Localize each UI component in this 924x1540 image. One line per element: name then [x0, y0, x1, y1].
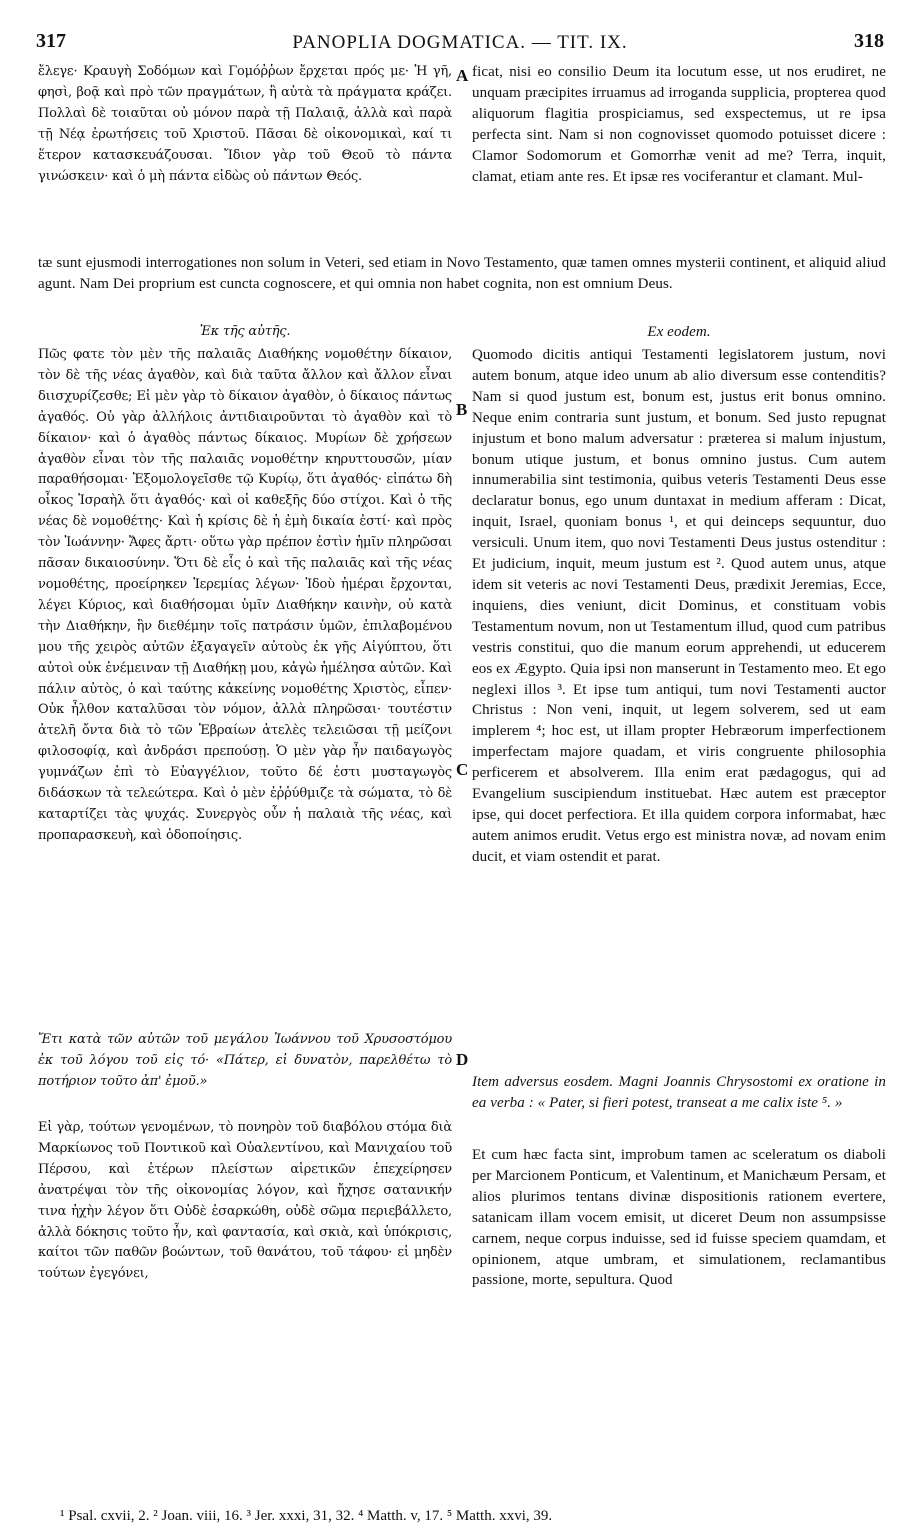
margin-marker-b: B [456, 400, 468, 419]
running-head [36, 30, 884, 60]
greek-section-2-text: Εἰ γὰρ, τούτων γενομένων, τὸ πονηρὸν τοῦ διαβόλου στόμα διὰ Μαρκίωνος τοῦ Ποντικοῦ καὶ Οὐαλεντίνου, καὶ Μανιχαίου τοῦ Πέρσου, καὶ ἑτέρων πλείστων αἱρετικῶν ἐπεχείρησεν ἀνατρέψαι τὸν τῆς οἰκονομίας λόγον, καὶ ἤχησε σατανικήν τινα ἠχὴν λέγον ὅτι Οὐδὲ ἐσαρκώθη, οὐδὲ σῶμα περιεβάλλετο, ἀλλὰ δόκησις τοῦτο ἦν, καὶ φαντασία, καὶ σκιὰ, καὶ ὑπόκρισις, καίτοι τῶν παθῶν βοώντων, τοῦ θανάτου, τοῦ τάφου· εἰ μηδὲν τούτων ἐγεγόνει, [38, 1120, 452, 1282]
greek-heading-2: Ἔτι κατὰ τῶν αὐτῶν τοῦ μεγάλου Ἰωάννου τοῦ Χρυσοστόμου ἐκ τοῦ λόγου τοῦ εἰς τό· «Πάτερ, εἰ δυνατὸν, παρελθέτω τὸ ποτήριον τοῦτο ἀπ' ἐμοῦ.» [38, 1032, 452, 1089]
latin-top-text: ficat, nisi eo consilio Deum ita locutum esse, ut nos erudiret, ne unquam præcipites irruamus ad irroganda supplicia, propterea quod aliquorum flagitia prospiciamus, sed exspectemus, ut re ipsa perfecta sint. Nam si non cognovisset quomodo potuisset dicere : Clamor Sodomorum et Gomorrhæ venit ad me? Terra, inquit, clamat, etiam ante res. Et ipsæ res vociferantur et clamant. Mul- [472, 64, 886, 185]
latin-heading-1: Ex eodem. [647, 324, 711, 340]
greek-heading-1: Ἐκ τῆς αὐτῆς. [199, 324, 291, 339]
margin-marker-d: D [456, 1050, 469, 1069]
footnotes: ¹ Psal. cxvii, 2. ² Joan. viii, 16. ³ Jer. xxxi, 31, 32. ⁴ Matth. v, 17. ⁵ Matth. xxvi, 39. [60, 1508, 553, 1524]
greek-section-1-text: Πῶς φατε τὸν μὲν τῆς παλαιᾶς Διαθήκης νομοθέτην δίκαιον, τὸν δὲ τῆς νέας ἀγαθὸν, καὶ διὰ ταῦτα ἄλλον καὶ ἄλλον εἶναι διισχυρίζεσθε; Εἰ μὲν γὰρ τὸ δίκαιον ἀγαθὸν, ὁ δίκαιος πάντως ἀγαθός. Οὐ γὰρ ἀλλήλοις ἀντιδιαιροῦνται τὸ ἀγαθὸν καὶ τὸ δίκαιον· καὶ ὁ ἀγαθὸς πάντως δίκαιος. Μυρίων δὲ χρήσεων ἀγαθὸν εἶναι τὸν τῆς παλαιᾶς νομοθέτην κηρυττουσῶν, μίαν παραθήσομαι· Ἐξομολογεῖσθε τῷ Κυρίῳ, ὅτι ἀγαθός· εἰπάτω δὴ οἶκος Ἰσραὴλ ὅτι ἀγαθός· καὶ οἱ καθεξῆς δύο στίχοι. Καὶ ὁ τῆς νέας δὲ νομοθέτης· Καὶ ἡ κρίσις δὲ ἡ ἐμὴ δικαία ἐστί· καὶ πρὸς τὸν Ἰωάννην· Ἄφες ἄρτι· οὕτω γὰρ πρέπον ἐστὶν ἡμῖν πληρῶσαι πᾶσαν δικαιοσύνην. Ὅτι δὲ εἷς ὁ καὶ τῆς παλαιᾶς καὶ τῆς νέας νομοθέτης, προείρηκεν Ἱερεμίας λέγων· Ἰδοὺ ἡμέραι ἔρχονται, λέγει Κύριος, καὶ διαθήσομαι ὑμῖν Διαθήκην καινὴν, οὐ κατὰ τὴν Διαθήκην, ἣν διεθέμην τοῖς πατράσιν ὑμῶν, ἐπιλαβομένου μου τῆς χειρὸς αὐτῶν ἐξαγαγεῖν αὐτοὺς ἐκ γῆς Αἰγύπτου, ὅτι αὐτοὶ οὐκ ἐνέμειναν τῇ Διαθήκῃ μου, κἀγὼ ἠμέλησα αὐτῶν. Καὶ πάλιν αὐτὸς, ὁ καὶ ταύτης κἀκείνης νομοθέτης Χριστὸς, εἶπεν· Οὐκ ἦλθον καταλῦσαι τὸν νόμον, ἀλλὰ πληρῶσαι· τουτέστιν ἀτελῆ ὄντα διὰ τὸ τῶν Ἑβραίων ἀτελὲς τελειῶσαι τῇ μείζονι φιλοσοφίᾳ, καὶ ἀνδράσι πρεπούσῃ. Ὁ μὲν γὰρ ἦν παιδαγωγὸς γυμνάζων ἐπὶ τὸ Εὐαγγέλιον, τοῦτο δέ ἐστι μυσταγωγὸς διδάσκων τὰ τελεώτερα. Καὶ ὁ μὲν ἐῤῥύθμιζε τὰ σώματα, τὸ δὲ καταρτίζει τὰς ψυχάς. Συνεργὸς οὖν ἡ παλαιὰ τῆς νέας, καὶ προπαρασκευὴ, καὶ ὁδοποίησις. [38, 347, 452, 843]
page-number-right: 318 [854, 30, 884, 52]
greek-top-text: ἔλεγε· Κραυγὴ Σοδόμων καὶ Γομόῤῥων ἔρχεται πρός με· Ἡ γῆ, φησὶ, βοᾷ καὶ πρὸ τῶν πραγμάτων, ἢ αὐτὰ τὰ πράγματα κράζει. Πολλαὶ δὲ τοιαῦται οὐ μόνον παρὰ τῇ Παλαιᾷ, ἀλλὰ καὶ παρὰ τῇ Νέᾳ ἐρωτήσεις τοῦ Χριστοῦ. Πᾶσαι δὲ οἰκονομικαὶ, καί τι ἕτερον κατασκευάζουσαι. Ἴδιον γὰρ τοῦ Θεοῦ τὸ πάντα γινώσκειν· καὶ ὁ μὴ πάντα εἰδὼς οὐ πάντων Θεός. [38, 64, 452, 184]
latin-heading-2: Item adversus eosdem. Magni Joannis Chrysostomi ex oratione in ea verba : « Pater, si fieri potest, transeat a me calix iste ⁵. » [472, 1074, 886, 1111]
margin-marker-c: C [456, 760, 469, 779]
latin-section-2-text: Et cum hæc facta sint, improbum tamen ac sceleratum os diaboli per Marcionem Ponticum, et Valentinum, et Manichæum Persam, et alios plurimos tentans divinæ dispositionis rationem evertere, satanicam illam vocem emisit, ut diceret Deum non assumpsisse carnem, neque corpus induisse, sed id fuisse speciem quamdam, et opinionem, atque umbram, et simulationem, reclamantibus passione, morte, sepultura. Quod [472, 1147, 886, 1289]
page-number-left: 317 [36, 30, 66, 52]
latin-full-width-text: tæ sunt ejusmodi interrogationes non solum in Veteri, sed etiam in Novo Testamento, quæ tamen omnes mysterii continent, et aliquid aliud agunt. Nam Dei proprium est cuncta cognoscere, et qui omnia non habet cognita, non est omnium Deus. [38, 255, 886, 292]
margin-marker-a: A [456, 66, 469, 85]
latin-section-1-text: Quomodo dicitis antiqui Testamenti legislatorem justum, novi autem bonum, atque ideo unum ab alio diversum esse contenditis? Nam si quod justum est, bonum est, justus erit bonus omnino. Neque enim contraria sunt justum, et bonum. Sed justo repugnat injustum et bono malum adversatur : præterea si malum injustum, bonum utique justum, et bonus omnino justus. Cum autem innumerabilia sint testimonia, quibus veteris Testamenti Deus esse declaratur bonus, ego unum duntaxat in medium afferam : Dicat, inquit, Israel, quoniam bonus ¹, et qui deinceps sequuntur, duo versiculi. Unum item, quo novi Testamenti Deus justus ostenditur : Et judicium, inquit, meum justum est ². Quod autem unus, atque idem sit veteris ac novi Testamenti Deus, prædixit Jeremias, Ecce, inquiens, dies veniunt, dicit Dominus, et constituam vobis Testamentum novum, non ut Testamentum illud, quod cum patribus vestris constitui, quo die manum eorum apprehendi, ut educerem eos ex Ægypto. Quia ipsi non manserunt in Testamento meo. Et ego neglexi illos ³. Et ipse tum antiqui, tum novi Testamenti auctor Christus : Non veni, inquit, ut legem solverem, sed ut eam implerem ⁴; hoc est, ut illam propter Hebræorum imperfectionem imperfectam majore quadam, et viris congruente philosophia perficerem et absolverem. Illa enim erat pædagogus, qui ad Evangelium suscipiendum instituebat. Hæc autem est præceptor ipse, qui docet perfectiora. Et illa quidem corpora informabat, hæc autem animos erudit. Vetus ergo est ministra novæ, ad novam enim ducit, et viam ostendit et parat. [472, 347, 886, 865]
running-title: PANOPLIA DOGMATICA. — TIT. IX. [292, 32, 628, 53]
